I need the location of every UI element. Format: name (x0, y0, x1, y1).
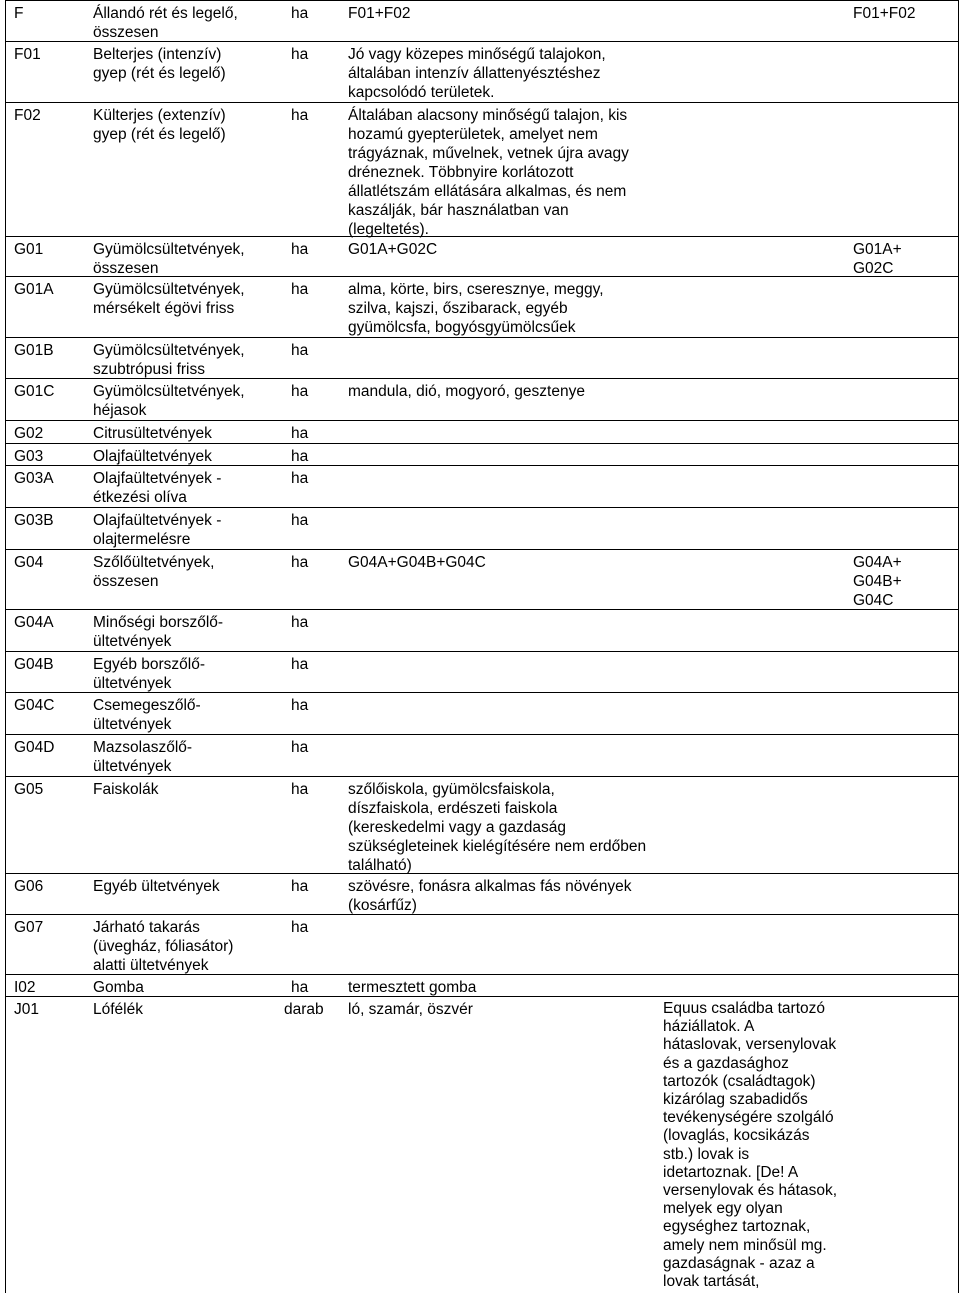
row-description: G01A+G02C (348, 241, 438, 258)
row-unit: ha (291, 919, 309, 936)
table-row (6, 873, 958, 915)
row-note: G01A+ G02C (853, 241, 902, 277)
row-unit: ha (291, 739, 309, 756)
row-code: I02 (14, 979, 36, 996)
table-row (6, 276, 958, 338)
row-unit: ha (291, 979, 309, 996)
row-description: Jó vagy közepes minőségű talajokon, általában intenzív állattenyésztéshez kapcsolódó területek. (348, 46, 606, 101)
row-unit: ha (291, 554, 309, 571)
row-unit: ha (291, 107, 309, 124)
row-code: G04C (14, 697, 55, 714)
row-unit: ha (291, 5, 309, 22)
table-row (6, 443, 958, 466)
table-row (6, 549, 958, 610)
row-unit: ha (291, 46, 309, 63)
row-code: G01 (14, 241, 44, 258)
table-row (6, 41, 958, 103)
row-code: G05 (14, 781, 44, 798)
classification-table (5, 0, 959, 1293)
row-code: G01B (14, 342, 54, 359)
row-code: F (14, 5, 24, 22)
table-row (6, 0, 958, 42)
row-note: F01+F02 (853, 5, 916, 22)
table-row (6, 465, 958, 508)
row-unit: ha (291, 281, 309, 298)
row-code: G01A (14, 281, 54, 298)
row-note: Equus családba tartozó háziállatok. A hátaslovak, versenylovak és a gazdasághoz tartozók (családtagok) kizárólag szabadidős tevékenységére szolgáló (lovaglás, kocsikázás stb.) lovak is idetartoznak. [De! A versenylovak és hátasok, melyek egy olyan egységhez tartoznak, amely nem minősül mg. gazdaságnak - azaz a lovak tartását, (663, 1000, 838, 1291)
row-unit: ha (291, 383, 309, 400)
row-name: Mazsolaszőlő- ültetvények (93, 739, 193, 775)
row-unit: ha (291, 425, 309, 442)
row-description: termesztett gomba (348, 979, 477, 996)
row-name: Olajfaültetvények - olajtermelésre (93, 512, 222, 548)
row-code: G02 (14, 425, 44, 442)
row-description: Általában alacsony minőségű talajon, kis hozamú gyepterületek, amelyet nem trágyáznak, művelnek, vetnek újra avagy dréneznek. Többnyire korlátozott állatlétszám ellátására alkalmas, és nem kaszálják, bár használatban van (legeltetés). (348, 107, 629, 238)
row-code: J01 (14, 1001, 39, 1018)
row-name: Gomba (93, 979, 144, 996)
table-row (6, 651, 958, 693)
row-name: Lófélék (93, 1001, 143, 1018)
row-unit: ha (291, 342, 309, 359)
row-code: G06 (14, 878, 44, 895)
row-description: F01+F02 (348, 5, 411, 22)
row-unit: ha (291, 470, 309, 487)
row-code: G03B (14, 512, 54, 529)
row-description: G04A+G04B+G04C (348, 554, 486, 571)
row-description: mandula, dió, mogyoró, gesztenye (348, 383, 585, 400)
row-code: G04D (14, 739, 55, 756)
row-name: Gyümölcsültetvények, mérsékelt égövi friss (93, 281, 245, 317)
row-code: G04 (14, 554, 44, 571)
row-code: F01 (14, 46, 41, 63)
table-row (6, 776, 958, 874)
table-row (6, 102, 958, 237)
row-name: Szőlőültetvények, összesen (93, 554, 215, 590)
table-row (6, 378, 958, 421)
table-row (6, 734, 958, 777)
row-name: Járható takarás (üvegház, fóliasátor) alatti ültetvények (93, 919, 234, 974)
row-unit: darab (284, 1001, 324, 1018)
row-description: szőlőiskola, gyümölcsfaiskola, díszfaiskola, erdészeti faiskola (kereskedelmi vagy a gazdaság szükségleteinek kielégítésére nem erdőben található) (348, 781, 647, 874)
row-code: G07 (14, 919, 44, 936)
row-code: G03 (14, 448, 44, 465)
row-name: Gyümölcsültetvények, szubtrópusi friss (93, 342, 245, 378)
row-code: G03A (14, 470, 54, 487)
row-unit: ha (291, 656, 309, 673)
row-name: Olajfaültetvények (93, 448, 212, 465)
row-name: Állandó rét és legelő, összesen (93, 5, 238, 41)
row-name: Belterjes (intenzív) gyep (rét és legelő) (93, 46, 226, 82)
table-row (6, 996, 958, 1294)
row-name: Citrusültetvények (93, 425, 212, 442)
table-row (6, 420, 958, 444)
row-code: G04B (14, 656, 54, 673)
row-description: szövésre, fonásra alkalmas fás növények (kosárfűz) (348, 878, 632, 914)
table-row (6, 236, 958, 277)
row-unit: ha (291, 614, 309, 631)
table-row (6, 974, 958, 997)
row-unit: ha (291, 878, 309, 895)
row-unit: ha (291, 241, 309, 258)
row-description: ló, szamár, öszvér (348, 1001, 473, 1018)
table-row (6, 914, 958, 975)
row-note: G04A+ G04B+ G04C (853, 554, 902, 609)
row-name: Egyéb ültetvények (93, 878, 220, 895)
row-name: Olajfaültetvények - étkezési olíva (93, 470, 222, 506)
row-unit: ha (291, 697, 309, 714)
row-code: G04A (14, 614, 54, 631)
row-name: Faiskolák (93, 781, 159, 798)
row-name: Csemegeszőlő- ültetvények (93, 697, 201, 733)
row-unit: ha (291, 512, 309, 529)
row-name: Egyéb borszőlő- ültetvények (93, 656, 206, 692)
row-name: Külterjes (extenzív) gyep (rét és legelő) (93, 107, 226, 143)
table-row (6, 609, 958, 652)
table-row (6, 692, 958, 735)
row-name: Minőségi borszőlő- ültetvények (93, 614, 224, 650)
table-row (6, 337, 958, 379)
row-name: Gyümölcsültetvények, héjasok (93, 383, 245, 419)
row-unit: ha (291, 448, 309, 465)
row-unit: ha (291, 781, 309, 798)
row-code: G01C (14, 383, 55, 400)
row-code: F02 (14, 107, 41, 124)
table-row (6, 507, 958, 550)
row-description: alma, körte, birs, cseresznye, meggy, szilva, kajszi, őszibarack, egyéb gyümölcsfa, bogyósgyümölcsűek (348, 281, 604, 336)
row-name: Gyümölcsültetvények, összesen (93, 241, 245, 277)
